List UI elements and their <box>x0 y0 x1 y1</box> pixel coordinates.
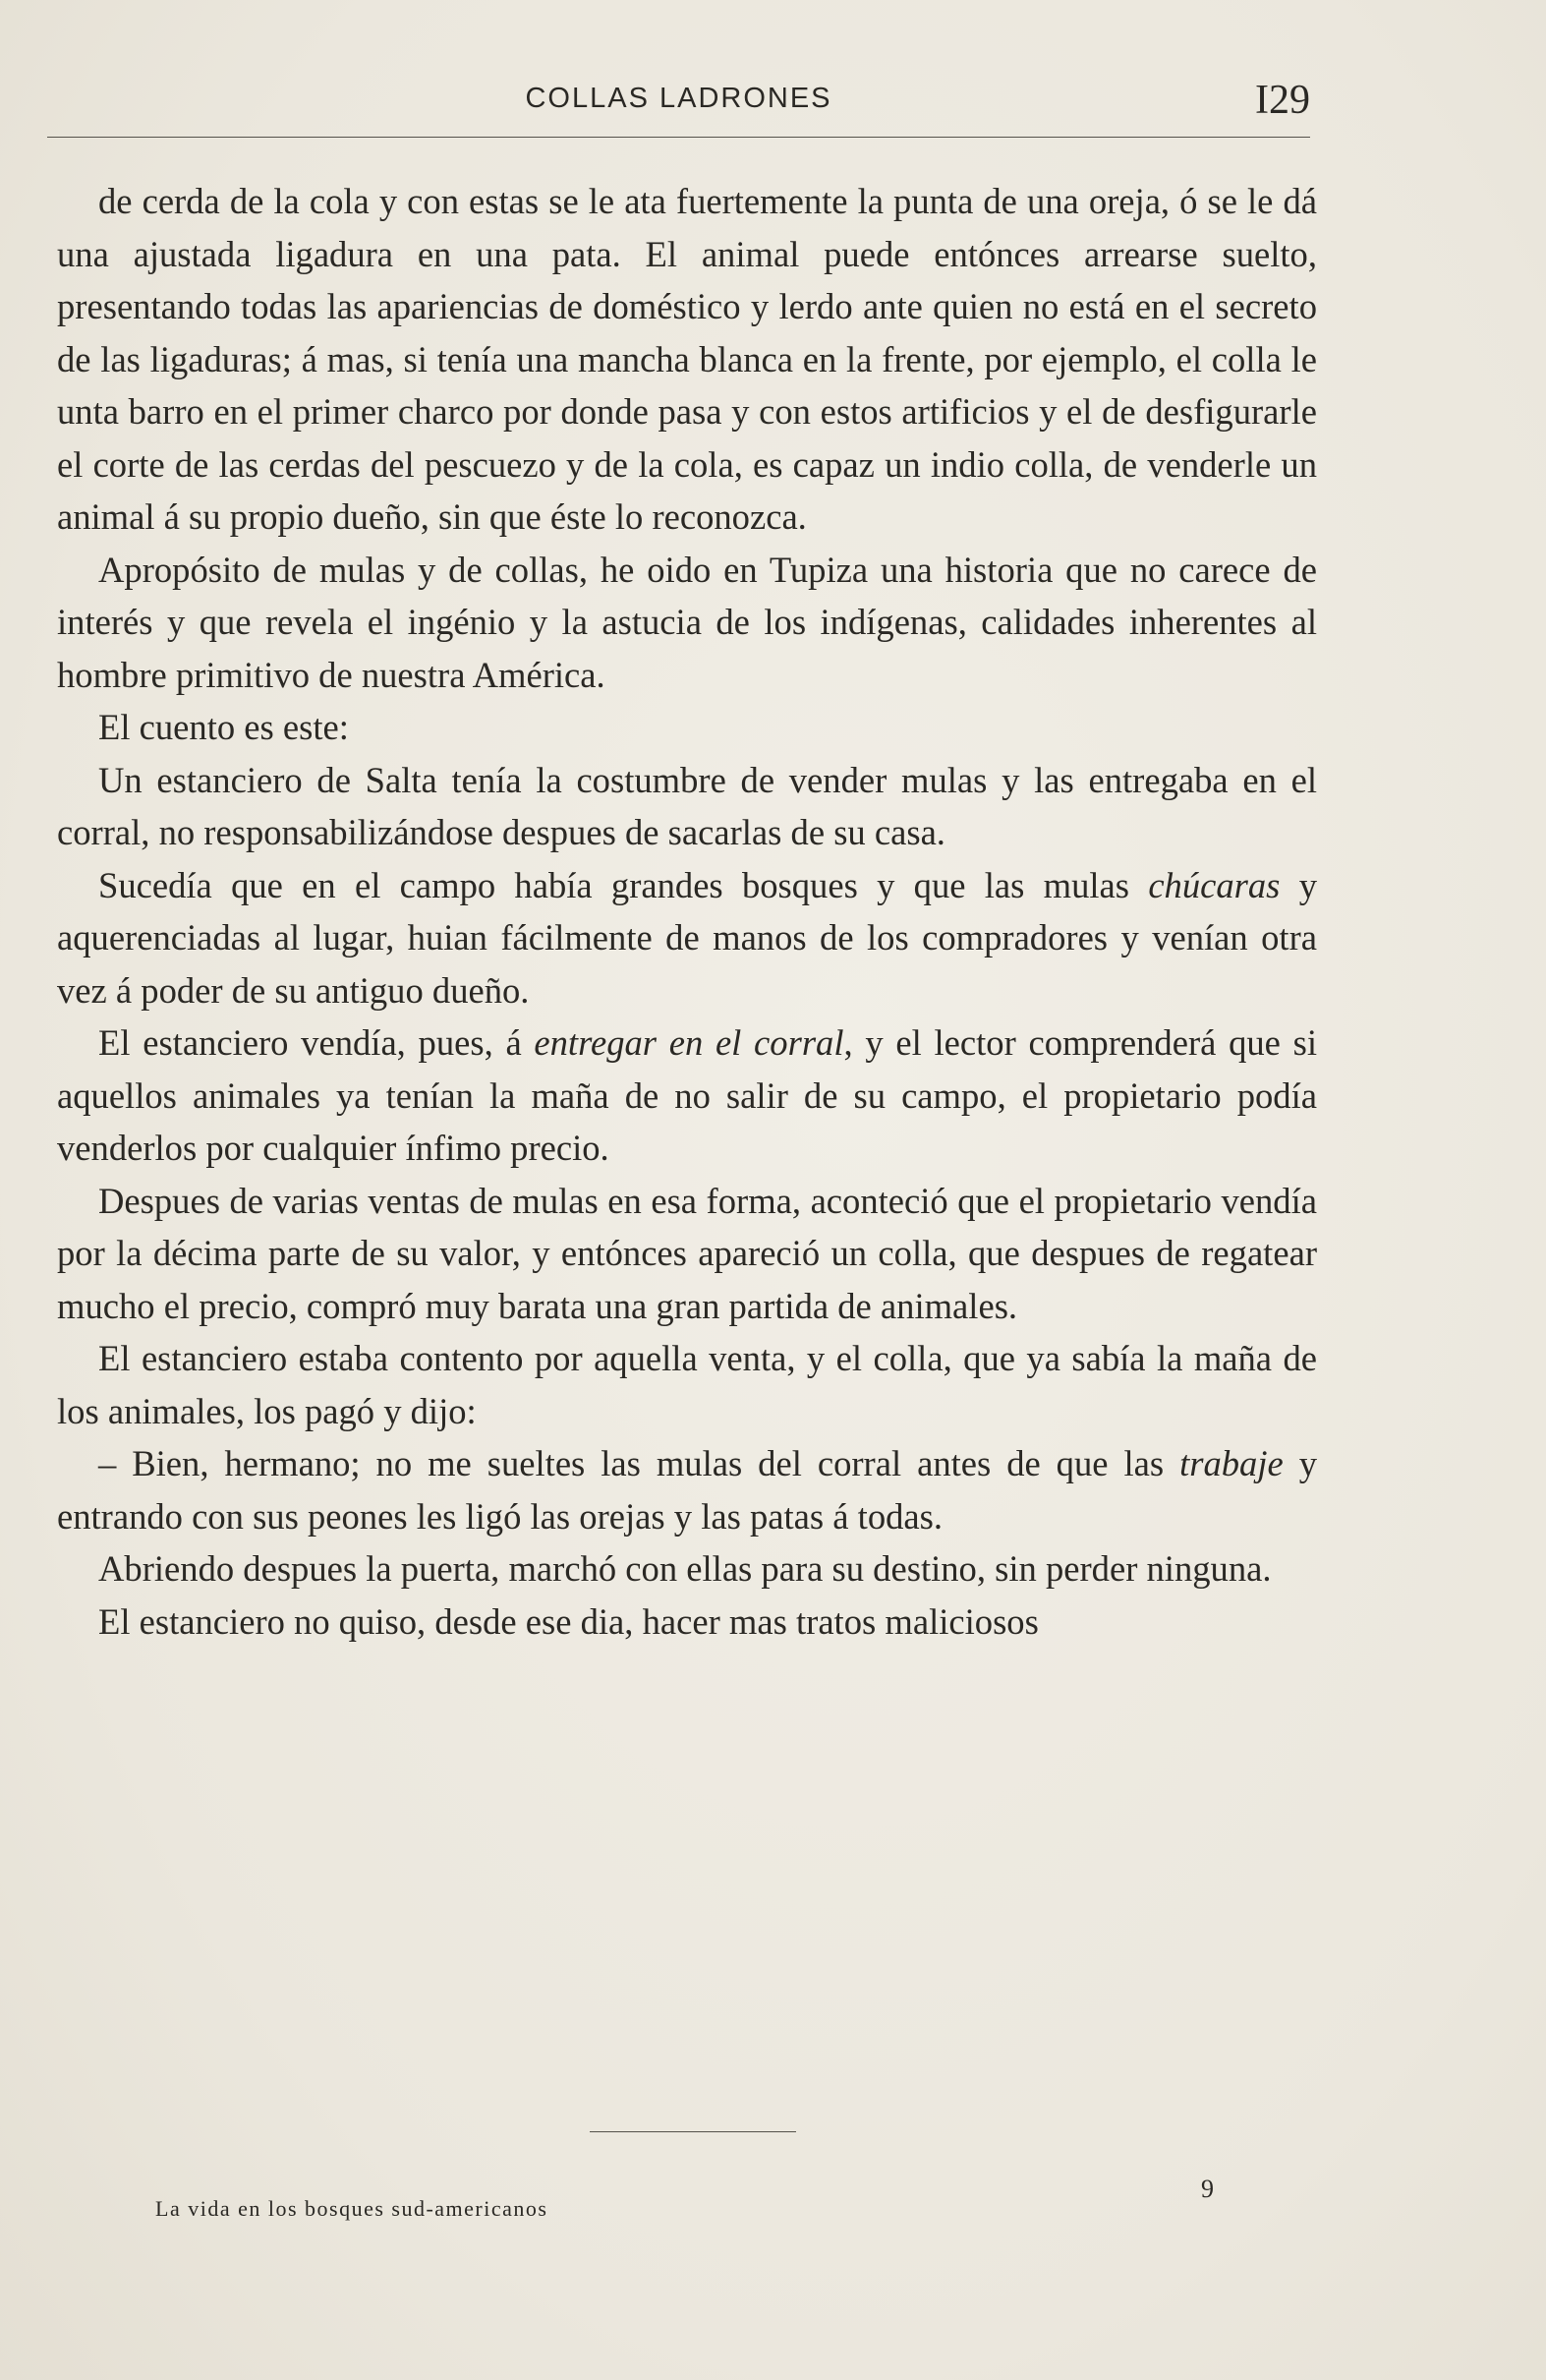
text-run: de cerda de la cola y con estas se le ata fuertemente la punta de una oreja, ó se le dá una ajustada ligadura en una pata. El animal puede entónces arrearse suelto, presentando todas las apariencias de doméstico y lerdo ante quien no está en el secreto de las ligaduras; á mas, si tenía una mancha blanca en la frente, por ejemplo, el colla le unta barro en el primer charco por donde pasa y con estos artificios y el de desfigurarle el corte de las cerdas del pescuezo y de la cola, es capaz un indio colla, de venderle un animal á su propio dueño, sin que éste lo reconozca. <box>57 181 1317 537</box>
running-title: COLLAS LADRONES <box>525 83 832 114</box>
paragraph <box>57 175 1317 544</box>
text-run: – Bien, hermano; no me sueltes las mulas del corral antes de que las <box>98 1443 1180 1483</box>
paragraph <box>57 1542 1317 1596</box>
header-rule <box>47 137 1310 138</box>
body-text <box>57 175 1317 1648</box>
text-run: Apropósito de mulas y de collas, he oido en Tupiza una historia que no carece de interés y que revela el ingénio y la astucia de los indígenas, calidades inherentes al hombre primitivo de nuestra América. <box>57 549 1317 695</box>
text-run: y aquerenciadas al lugar, huian fácilmente de manos de los compradores y venían otra vez á poder de su antiguo dueño. <box>57 864 1317 1011</box>
italic-term: trabaje <box>1179 1443 1284 1483</box>
paragraph <box>57 1437 1317 1542</box>
paragraph <box>57 544 1317 702</box>
text-run: Sucedía que en el campo había grandes bosques y que las mulas <box>98 864 1149 905</box>
text-run: , y el lector comprenderá que si aquellos animales ya tenían la maña de no salir de su campo, el propietario podía venderlos por cualquier ínfimo precio. <box>57 1022 1317 1168</box>
paragraph <box>57 1596 1317 1649</box>
paragraph <box>57 859 1317 1017</box>
footer-rule <box>590 2131 796 2132</box>
text-run: Un estanciero de Salta tenía la costumbre de vender mulas y las entregaba en el corral, no responsabilizándose despues de sacarlas de su casa. <box>57 759 1317 852</box>
printer-signature: La vida en los bosques sud-americanos <box>155 2196 548 2221</box>
italic-term: chúcaras <box>1148 864 1281 905</box>
text-run: El cuento es este: <box>98 707 349 747</box>
paragraph <box>57 701 1317 754</box>
running-header <box>47 69 1310 138</box>
signature-mark: 9 <box>1201 2175 1214 2203</box>
paragraph <box>57 1175 1317 1333</box>
paragraph <box>57 754 1317 859</box>
paragraph <box>57 1016 1317 1175</box>
text-run: El estanciero estaba contento por aquella venta, y el colla, que ya sabía la maña de los animales, los pagó y dijo: <box>57 1338 1317 1431</box>
text-run: Despues de varias ventas de mulas en esa forma, aconteció que el propietario vendía por la décima parte de su valor, y entónces apareció un colla, que despues de regatear mucho el precio, compró muy barata una gran partida de animales. <box>57 1180 1317 1326</box>
text-run: El estanciero no quiso, desde ese dia, hacer mas tratos maliciosos <box>98 1600 1039 1642</box>
text-run: El estanciero vendía, pues, á <box>98 1022 535 1063</box>
italic-term: entregar en el corral <box>534 1022 844 1063</box>
page-number: I29 <box>1255 78 1310 123</box>
text-run: Abriendo despues la puerta, marchó con ellas para su destino, sin perder ninguna. <box>98 1548 1272 1589</box>
paragraph <box>57 1332 1317 1437</box>
text-run: y entrando con sus peones les ligó las orejas y las patas á todas. <box>57 1443 1317 1537</box>
